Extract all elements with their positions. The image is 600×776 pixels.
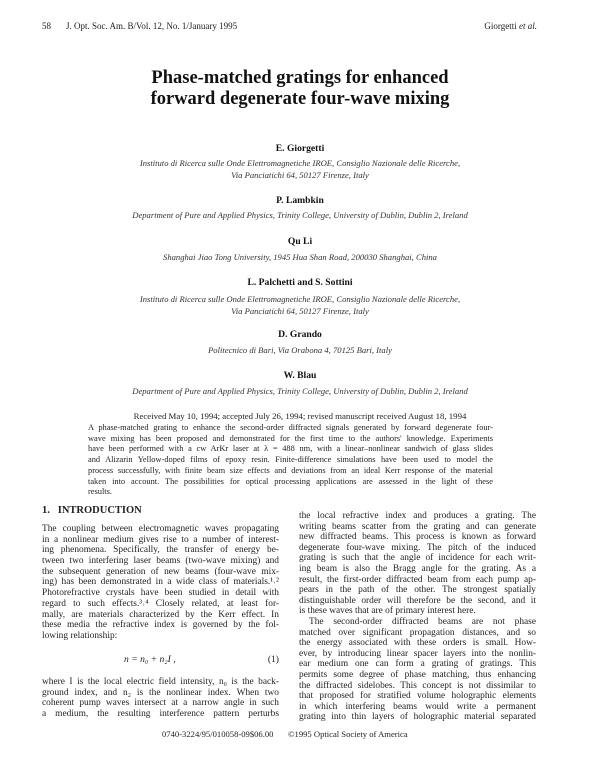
text-line: distinguishable order will therefore be the second, and it <box>299 595 536 606</box>
text-line: that proposed for stratified volume holographic elements <box>299 691 536 702</box>
text-line: regard to such effects.³˒⁴ Closely related, at least for- <box>42 598 279 609</box>
text-line: coherent pump waves intersect at a narrow angle in such <box>42 698 279 709</box>
text-line: permits some degree of phase matching, thus enhancing <box>299 669 536 680</box>
text-line: the energy associated with these orders is small. How- <box>299 638 536 649</box>
running-author <box>484 21 537 31</box>
text-line: where I is the local electric field intensity, n₀ is the back- <box>42 677 279 687</box>
text-line: these media the refractive index is governed by the fol- <box>42 620 279 631</box>
affiliation-line: Via Panciatichi 64, 50127 Firenze, Italy <box>231 305 369 316</box>
text-line: a medium, the resulting interference pattern perturbs <box>42 709 279 720</box>
text-line: the diffracted sidelobes. This concept is not dissimilar to <box>299 680 536 691</box>
text-line: writing beams scatter from the grating and can generate <box>299 521 536 532</box>
text-line: ing) has been demonstrated in a wide class of materials.¹˒² <box>42 577 279 588</box>
equation-number: (1) <box>267 654 279 665</box>
author-affiliation: Department of Pure and Applied Physics, Trinity College, University of Dublin, Dublin 2, Ireland <box>132 386 468 396</box>
text-line: ever, by introducing linear spacer layers into the nonlin- <box>299 648 536 659</box>
author-affiliation: Department of Pure and Applied Physics, Trinity College, University of Dublin, Dublin 2, Ireland <box>132 210 468 220</box>
text-line: The second-order diffracted beams are not phase <box>309 616 536 627</box>
page-number: 58 <box>42 21 51 31</box>
running-author-etal: et al. <box>519 21 537 31</box>
abstract-line: process successfully, with finite beam size effects and deviations from an ideal Kerr response of the material <box>88 465 493 475</box>
text-line: ing beam is also the Bragg angle for the grating. As a <box>299 563 536 574</box>
text-line: pears in the path of the other. The strongest spatially <box>299 585 536 596</box>
running-author-name: Giorgetti <box>484 21 517 31</box>
section-title: INTRODUCTION <box>57 505 142 516</box>
abstract-line: have been performed with a cw ArKr laser at λ = 488 nm, with a linear–nonlinear sandwich of glass slides <box>88 444 493 454</box>
text-line: the subsequent generation of new beams (four-wave mix- <box>42 566 279 577</box>
title-line: forward degenerate four-wave mixing <box>150 89 450 109</box>
left-column-text <box>42 677 279 720</box>
affiliation-line: Instituto di Ricerca sulle Onde Elettromagnetiche IROE, Consiglio Nazionale delle Ricerche, <box>139 158 461 168</box>
abstract-line: A phase-matched grating to enhance the second-order diffracted signals generated by forward degenerate four- <box>88 423 493 432</box>
section-heading <box>42 505 142 516</box>
author-affiliation: Shanghai Jiao Tong University, 1945 Hua Shan Road, 200030 Shanghai, China <box>163 252 437 262</box>
text-line: Photorefractive crystals have been studied in detail with <box>42 588 279 599</box>
received-dates: Received May 10, 1994; accepted July 26, 1994; revised manuscript received August 18, 1994 <box>133 411 467 421</box>
text-line: new diffracted beams. This process is known as forward <box>299 532 536 543</box>
text-line: is these waves that are of primary interest here. <box>299 606 476 617</box>
text-line: matched over significant propagation distances, and so <box>299 627 536 638</box>
section-number: 1. <box>42 505 50 516</box>
author-name: D. Grando <box>278 329 322 340</box>
text-line: degenerate four-wave mixing. The pitch of the induced <box>299 542 536 553</box>
author-name: E. Giorgetti <box>275 143 325 154</box>
right-column-text <box>299 511 536 723</box>
equation-expression: n = n₀ + n₂I , <box>124 654 176 665</box>
journal-citation: J. Opt. Soc. Am. B/Vol. 12, No. 1/January 1995 <box>66 21 238 31</box>
author-name: P. Lambkin <box>276 195 324 206</box>
text-line: ear medium one can form a grating of gratings. This <box>299 659 536 670</box>
text-line: mally, are materials characterized by the Kerr effect. In <box>42 609 279 620</box>
author-affiliation <box>0 294 600 317</box>
abstract-line: results. <box>88 487 112 497</box>
author-name: Qu Li <box>287 236 313 247</box>
text-line: result, the first-order diffracted beam from each pump ap- <box>299 574 536 585</box>
text-line: grating is such that the angle of incidence for each writ- <box>299 553 536 564</box>
affiliation-line: Via Panciatichi 64, 50127 Firenze, Italy <box>231 169 369 180</box>
abstract-line: wave mixing has been proposed and demonstrated for the first time to the authors' knowledge. Experiments <box>88 433 493 443</box>
text-line: in a nonlinear medium gives rise to a number of interest- <box>42 534 279 545</box>
text-line: grating into thin layers of holographic material separated <box>299 712 536 723</box>
abstract-line: taken into account. The possibilities for optical processing applications are assessed in the light of these <box>88 476 493 486</box>
author-affiliation: Politecnico di Bari, Via Orabona 4, 70125 Bari, Italy <box>208 345 392 355</box>
title-line: Phase-matched gratings for enhanced <box>151 68 449 88</box>
text-line: tween two interfering laser beams (two-wave mixing) and <box>42 556 279 567</box>
author-name: L. Palchetti and S. Sottini <box>247 277 353 288</box>
text-line: ground index, and n₂ is the nonlinear index. When two <box>42 687 279 698</box>
author-name: W. Blau <box>283 370 317 381</box>
abstract <box>88 423 493 498</box>
text-line: in which interfering beams would write a permanent <box>299 701 536 712</box>
text-line: ing phenomena. Specifically, the transfer of energy be- <box>42 545 279 556</box>
footer-copyright: ©1995 Optical Society of America <box>288 729 408 739</box>
affiliation-line: Instituto di Ricerca sulle Onde Elettromagnetiche IROE, Consiglio Nazionale delle Ricerche, <box>139 294 461 304</box>
text-line: lowing relationship: <box>42 630 118 641</box>
footer-code: 0740-3224/95/010058-09$06.00 <box>162 729 274 739</box>
text-line: The coupling between electromagnetic waves propagating <box>42 524 279 534</box>
paper-title <box>0 68 600 110</box>
left-column-text <box>42 524 279 642</box>
text-line: the local refractive index and produces a grating. The <box>299 511 536 521</box>
abstract-line: and Alizarin Yellow-doped films of epoxy resin. Finite-difference simulations have been used to model the <box>88 455 493 465</box>
author-affiliation <box>0 158 600 181</box>
